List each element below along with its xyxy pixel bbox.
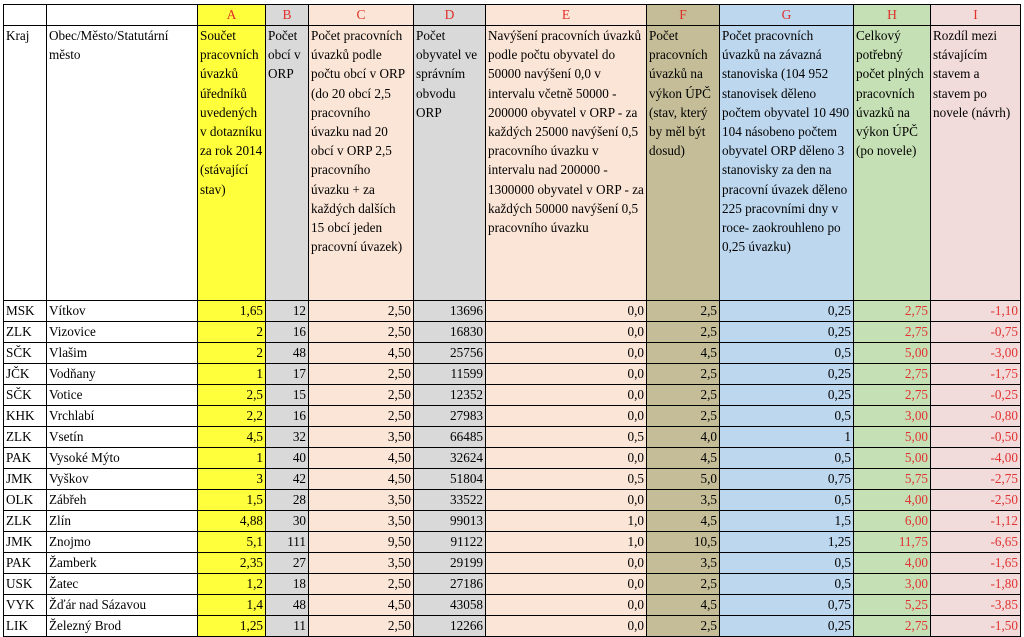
cell-e: 1,0 [486, 532, 647, 553]
cell-obec: Vlašim [47, 343, 198, 364]
column-letter-row [4, 5, 1021, 26]
cell-h: 3,00 [854, 406, 931, 427]
cell-a: 2,2 [198, 406, 266, 427]
cell-b: 27 [266, 553, 309, 574]
cell-f: 4,5 [647, 595, 720, 616]
cell-i: -1,10 [931, 301, 1021, 322]
cell-f: 2,5 [647, 616, 720, 637]
cell-h: 6,00 [854, 511, 931, 532]
cell-d: 66485 [414, 427, 486, 448]
table-row [4, 553, 1021, 574]
column-header-h: Celkový potřebný počet plných pracovních úvazků na výkon ÚPČ (po novele) [854, 26, 931, 301]
cell-f: 2,5 [647, 301, 720, 322]
cell-h: 2,75 [854, 616, 931, 637]
cell-h: 2,75 [854, 301, 931, 322]
table-row [4, 301, 1021, 322]
cell-obec: Žamberk [47, 553, 198, 574]
cell-d: 13696 [414, 301, 486, 322]
column-letter-obec [47, 5, 198, 26]
cell-kraj: KHK [4, 406, 47, 427]
cell-a: 2 [198, 343, 266, 364]
cell-c: 2,50 [309, 364, 414, 385]
cell-g: 1,25 [720, 532, 854, 553]
table-row [4, 490, 1021, 511]
cell-b: 28 [266, 490, 309, 511]
column-letter-e: E [486, 5, 647, 26]
cell-b: 11 [266, 616, 309, 637]
table-row [4, 595, 1021, 616]
cell-b: 17 [266, 364, 309, 385]
cell-b: 16 [266, 406, 309, 427]
cell-c: 9,50 [309, 532, 414, 553]
column-header-e: Navýšení pracovních úvazků podle počtu obyvatel do 50000 navýšení 0,0 v intervalu včetně 50000 - 200000 obyvatel v ORP - za každých 25000 navýšení 0,5 pracovního úvazku v intervalu nad 200000 - 1300000 obyvatel v ORP - za každých 50000 navýšení 0,5 pracovního úvazku [486, 26, 647, 301]
cell-obec: Železný Brod [47, 616, 198, 637]
cell-e: 0,5 [486, 469, 647, 490]
cell-a: 1,2 [198, 574, 266, 595]
cell-kraj: PAK [4, 448, 47, 469]
cell-b: 18 [266, 574, 309, 595]
cell-b: 48 [266, 595, 309, 616]
cell-f: 4,5 [647, 448, 720, 469]
cell-c: 3,50 [309, 427, 414, 448]
cell-obec: Vítkov [47, 301, 198, 322]
cell-d: 27186 [414, 574, 486, 595]
cell-kraj: ZLK [4, 511, 47, 532]
cell-d: 29199 [414, 553, 486, 574]
cell-d: 27983 [414, 406, 486, 427]
cell-c: 4,50 [309, 469, 414, 490]
cell-i: -1,50 [931, 616, 1021, 637]
cell-a: 1 [198, 448, 266, 469]
cell-d: 25756 [414, 343, 486, 364]
cell-g: 0,25 [720, 364, 854, 385]
cell-d: 51804 [414, 469, 486, 490]
cell-f: 2,5 [647, 406, 720, 427]
cell-g: 0,5 [720, 343, 854, 364]
cell-d: 43058 [414, 595, 486, 616]
cell-g: 0,25 [720, 616, 854, 637]
cell-h: 5,75 [854, 469, 931, 490]
column-header-c: Počet pracovních úvazků podle počtu obcí v ORP (do 20 obcí 2,5 pracovního úvazku nad 20 obcí v ORP 2,5 pracovního úvazku + za každých dalších 15 obcí jeden pracovní úvazek) [309, 26, 414, 301]
cell-d: 11599 [414, 364, 486, 385]
cell-g: 1,5 [720, 511, 854, 532]
table-row [4, 616, 1021, 637]
column-letter-c: C [309, 5, 414, 26]
cell-kraj: VYK [4, 595, 47, 616]
cell-f: 2,5 [647, 574, 720, 595]
cell-e: 0,0 [486, 448, 647, 469]
cell-e: 0,0 [486, 385, 647, 406]
cell-kraj: ZLK [4, 427, 47, 448]
cell-a: 1,25 [198, 616, 266, 637]
cell-kraj: JČK [4, 364, 47, 385]
cell-i: -4,00 [931, 448, 1021, 469]
cell-i: -0,75 [931, 322, 1021, 343]
cell-kraj: JMK [4, 532, 47, 553]
cell-obec: Vsetín [47, 427, 198, 448]
cell-i: -3,85 [931, 595, 1021, 616]
column-letter-f: F [647, 5, 720, 26]
column-header-i: Rozdíl mezi stávajícím stavem a stavem po novele (návrh) [931, 26, 1021, 301]
cell-f: 4,5 [647, 511, 720, 532]
cell-i: -0,25 [931, 385, 1021, 406]
cell-h: 4,00 [854, 490, 931, 511]
cell-c: 3,50 [309, 553, 414, 574]
cell-obec: Vysoké Mýto [47, 448, 198, 469]
cell-a: 1,65 [198, 301, 266, 322]
cell-b: 42 [266, 469, 309, 490]
cell-e: 1,0 [486, 511, 647, 532]
table-row [4, 448, 1021, 469]
cell-c: 2,50 [309, 616, 414, 637]
cell-i: -1,12 [931, 511, 1021, 532]
table-row [4, 322, 1021, 343]
cell-d: 12266 [414, 616, 486, 637]
cell-h: 2,75 [854, 322, 931, 343]
cell-e: 0,5 [486, 427, 647, 448]
cell-c: 3,50 [309, 490, 414, 511]
cell-h: 5,00 [854, 448, 931, 469]
cell-h: 5,00 [854, 427, 931, 448]
cell-g: 0,5 [720, 553, 854, 574]
column-letter-a: A [198, 5, 266, 26]
cell-c: 2,50 [309, 301, 414, 322]
cell-b: 16 [266, 322, 309, 343]
column-letter-d: D [414, 5, 486, 26]
cell-g: 1 [720, 427, 854, 448]
cell-g: 0,5 [720, 574, 854, 595]
cell-a: 2 [198, 322, 266, 343]
cell-h: 5,25 [854, 595, 931, 616]
cell-h: 5,00 [854, 343, 931, 364]
cell-kraj: LIK [4, 616, 47, 637]
cell-d: 33522 [414, 490, 486, 511]
cell-b: 30 [266, 511, 309, 532]
cell-e: 0,0 [486, 490, 647, 511]
cell-kraj: JMK [4, 469, 47, 490]
cell-obec: Vodňany [47, 364, 198, 385]
table-row [4, 532, 1021, 553]
cell-c: 4,50 [309, 595, 414, 616]
cell-i: -2,50 [931, 490, 1021, 511]
spreadsheet-table [3, 4, 1021, 637]
cell-e: 0,0 [486, 616, 647, 637]
cell-d: 16830 [414, 322, 486, 343]
cell-obec: Žatec [47, 574, 198, 595]
cell-i: -0,50 [931, 427, 1021, 448]
cell-d: 91122 [414, 532, 486, 553]
cell-b: 32 [266, 427, 309, 448]
cell-kraj: SČK [4, 343, 47, 364]
cell-b: 15 [266, 385, 309, 406]
column-letter-g: G [720, 5, 854, 26]
header-row [4, 26, 1021, 301]
cell-a: 4,88 [198, 511, 266, 532]
column-letter-b: B [266, 5, 309, 26]
cell-b: 111 [266, 532, 309, 553]
cell-g: 0,5 [720, 490, 854, 511]
cell-i: -1,80 [931, 574, 1021, 595]
cell-obec: Žďár nad Sázavou [47, 595, 198, 616]
cell-e: 0,0 [486, 553, 647, 574]
cell-d: 99013 [414, 511, 486, 532]
cell-g: 0,5 [720, 406, 854, 427]
cell-obec: Vyškov [47, 469, 198, 490]
cell-obec: Vizovice [47, 322, 198, 343]
cell-obec: Zlín [47, 511, 198, 532]
cell-f: 4,5 [647, 343, 720, 364]
cell-e: 0,0 [486, 322, 647, 343]
cell-f: 3,5 [647, 553, 720, 574]
cell-i: -1,75 [931, 364, 1021, 385]
cell-i: -2,75 [931, 469, 1021, 490]
cell-kraj: OLK [4, 490, 47, 511]
cell-a: 1,4 [198, 595, 266, 616]
column-header-kraj: Kraj [4, 26, 47, 301]
column-header-obec: Obec/Město/Statutární město [47, 26, 198, 301]
cell-a: 2,5 [198, 385, 266, 406]
cell-f: 10,5 [647, 532, 720, 553]
cell-g: 0,25 [720, 322, 854, 343]
cell-a: 3 [198, 469, 266, 490]
cell-b: 48 [266, 343, 309, 364]
cell-f: 2,5 [647, 364, 720, 385]
cell-g: 0,5 [720, 448, 854, 469]
cell-c: 4,50 [309, 448, 414, 469]
table-row [4, 406, 1021, 427]
cell-e: 0,0 [486, 364, 647, 385]
cell-b: 40 [266, 448, 309, 469]
table-row [4, 469, 1021, 490]
cell-a: 1 [198, 364, 266, 385]
column-letter-i: I [931, 5, 1021, 26]
cell-obec: Vrchlabí [47, 406, 198, 427]
table-row [4, 364, 1021, 385]
cell-c: 4,50 [309, 343, 414, 364]
column-letter-h: H [854, 5, 931, 26]
cell-g: 0,75 [720, 595, 854, 616]
cell-obec: Votice [47, 385, 198, 406]
cell-i: -0,80 [931, 406, 1021, 427]
column-header-a: Součet pracovních úvazků úředníků uvedených v dotazníku za rok 2014 (stávající stav) [198, 26, 266, 301]
column-letter-kraj [4, 5, 47, 26]
cell-e: 0,0 [486, 343, 647, 364]
table-row [4, 343, 1021, 364]
cell-g: 0,25 [720, 385, 854, 406]
cell-a: 4,5 [198, 427, 266, 448]
cell-b: 12 [266, 301, 309, 322]
cell-c: 2,50 [309, 385, 414, 406]
column-header-b: Počet obcí v ORP [266, 26, 309, 301]
table-row [4, 511, 1021, 532]
cell-i: -3,00 [931, 343, 1021, 364]
cell-f: 4,0 [647, 427, 720, 448]
cell-h: 11,75 [854, 532, 931, 553]
cell-kraj: SČK [4, 385, 47, 406]
table-row [4, 385, 1021, 406]
cell-e: 0,0 [486, 595, 647, 616]
cell-c: 2,50 [309, 574, 414, 595]
cell-c: 3,50 [309, 511, 414, 532]
cell-kraj: ZLK [4, 322, 47, 343]
cell-e: 0,0 [486, 406, 647, 427]
cell-a: 2,35 [198, 553, 266, 574]
cell-c: 2,50 [309, 406, 414, 427]
cell-obec: Zábřeh [47, 490, 198, 511]
column-header-f: Počet pracovních úvazků na výkon ÚPČ (stav, který by měl být dosud) [647, 26, 720, 301]
cell-d: 32624 [414, 448, 486, 469]
table-row [4, 427, 1021, 448]
cell-h: 2,75 [854, 364, 931, 385]
cell-e: 0,0 [486, 574, 647, 595]
cell-d: 12352 [414, 385, 486, 406]
cell-g: 0,75 [720, 469, 854, 490]
cell-kraj: PAK [4, 553, 47, 574]
cell-c: 2,50 [309, 322, 414, 343]
cell-obec: Znojmo [47, 532, 198, 553]
cell-h: 3,00 [854, 574, 931, 595]
cell-f: 3,5 [647, 490, 720, 511]
cell-i: -1,65 [931, 553, 1021, 574]
cell-i: -6,65 [931, 532, 1021, 553]
cell-e: 0,0 [486, 301, 647, 322]
column-header-d: Počet obyvatel ve správním obvodu ORP [414, 26, 486, 301]
cell-kraj: USK [4, 574, 47, 595]
cell-kraj: MSK [4, 301, 47, 322]
cell-f: 2,5 [647, 322, 720, 343]
cell-f: 2,5 [647, 385, 720, 406]
table-row [4, 574, 1021, 595]
cell-g: 0,25 [720, 301, 854, 322]
column-header-g: Počet pracovních úvazků na závazná stanoviska (104 952 stanovisek děleno počtem obyvatel 10 490 104 násobeno počtem obyvatel ORP děleno 3 stanovisky za den na pracovní úvazek děleno 225 pracovními dny v roce- zaokrouhleno po 0,25 úvazku) [720, 26, 854, 301]
cell-a: 5,1 [198, 532, 266, 553]
cell-f: 5,0 [647, 469, 720, 490]
cell-h: 2,75 [854, 385, 931, 406]
cell-h: 4,00 [854, 553, 931, 574]
cell-a: 1,5 [198, 490, 266, 511]
